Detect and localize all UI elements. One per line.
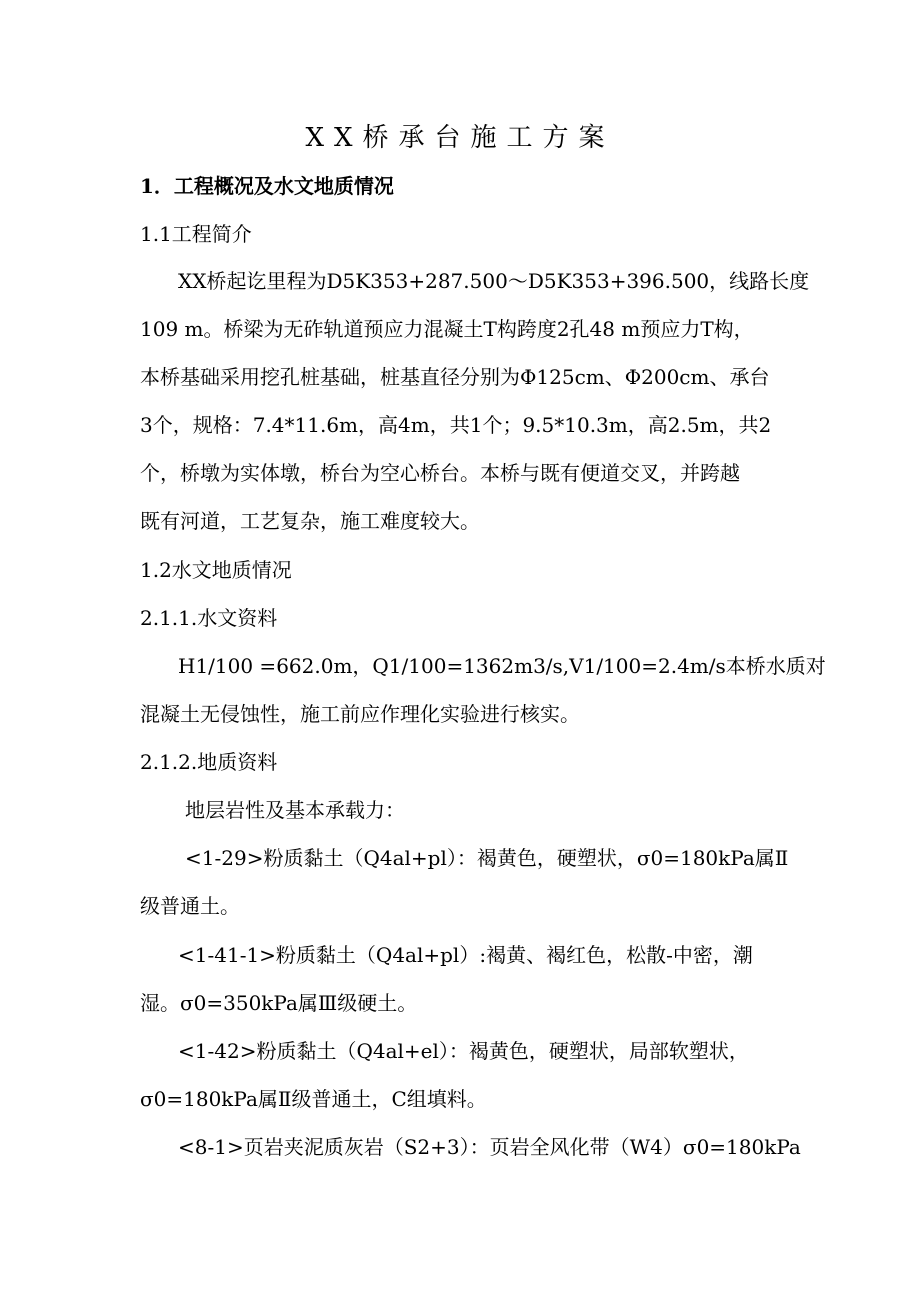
paragraph-line: 混凝土无侵蚀性，施工前应作理化实验进行核实。: [140, 702, 580, 726]
paragraph-line: 级普通土。: [140, 894, 240, 918]
paragraph-line: 地层岩性及基本承载力：: [185, 798, 405, 822]
paragraph-line: 个，桥墩为实体墩，桥台为空心桥台。本桥与既有便道交叉，并跨越: [140, 461, 740, 485]
subsection-heading: 2.1.1.水文资料: [140, 606, 278, 630]
paragraph-line: <1-29>粉质黏土（Q4al+pl）：褐黄色，硬塑状，σ0=180kPa属Ⅱ: [185, 846, 789, 870]
paragraph-line: <1-42>粉质黏土（Q4al+el）：褐黄色，硬塑状，局部软塑状，: [178, 1039, 749, 1063]
paragraph-line: 既有河道，工艺复杂，施工难度较大。: [140, 509, 480, 533]
subsection-heading: 1.1工程简介: [140, 222, 252, 246]
section-heading: 1．工程概况及水文地质情况: [140, 174, 394, 198]
document-title: XX桥承台施工方案: [305, 123, 615, 153]
paragraph-line: 湿。σ0=350kPa属Ⅲ级硬土。: [140, 991, 418, 1015]
subsection-heading: 1.2水文地质情况: [140, 558, 292, 582]
paragraph-line: 109 m。桥梁为无砟轨道预应力混凝土T构跨度2孔48 m预应力T构，: [140, 317, 754, 341]
subsection-heading: 2.1.2.地质资料: [140, 750, 278, 774]
paragraph-line: σ0=180kPa属Ⅱ级普通土，C组填料。: [140, 1087, 487, 1111]
paragraph-line: XX桥起讫里程为D5K353+287.500～D5K353+396.500，线路长度: [178, 269, 810, 293]
paragraph-line: H1/100 =662.0m，Q1/100=1362m3/s,V1/100=2.4m/s本桥水质对: [178, 654, 826, 678]
paragraph-line: <8-1>页岩夹泥质灰岩（S2+3）：页岩全风化带（W4）σ0=180kPa: [178, 1135, 801, 1159]
paragraph-line: 3个，规格：7.4*11.6m，高4m，共1个；9.5*10.3m，高2.5m，共2: [140, 413, 772, 437]
paragraph-line: 本桥基础采用挖孔桩基础，桩基直径分别为Φ125cm、Φ200cm、承台: [140, 365, 770, 389]
paragraph-line: <1-41-1>粉质黏土（Q4al+pl）:褐黄、褐红色，松散-中密，潮: [178, 943, 753, 967]
